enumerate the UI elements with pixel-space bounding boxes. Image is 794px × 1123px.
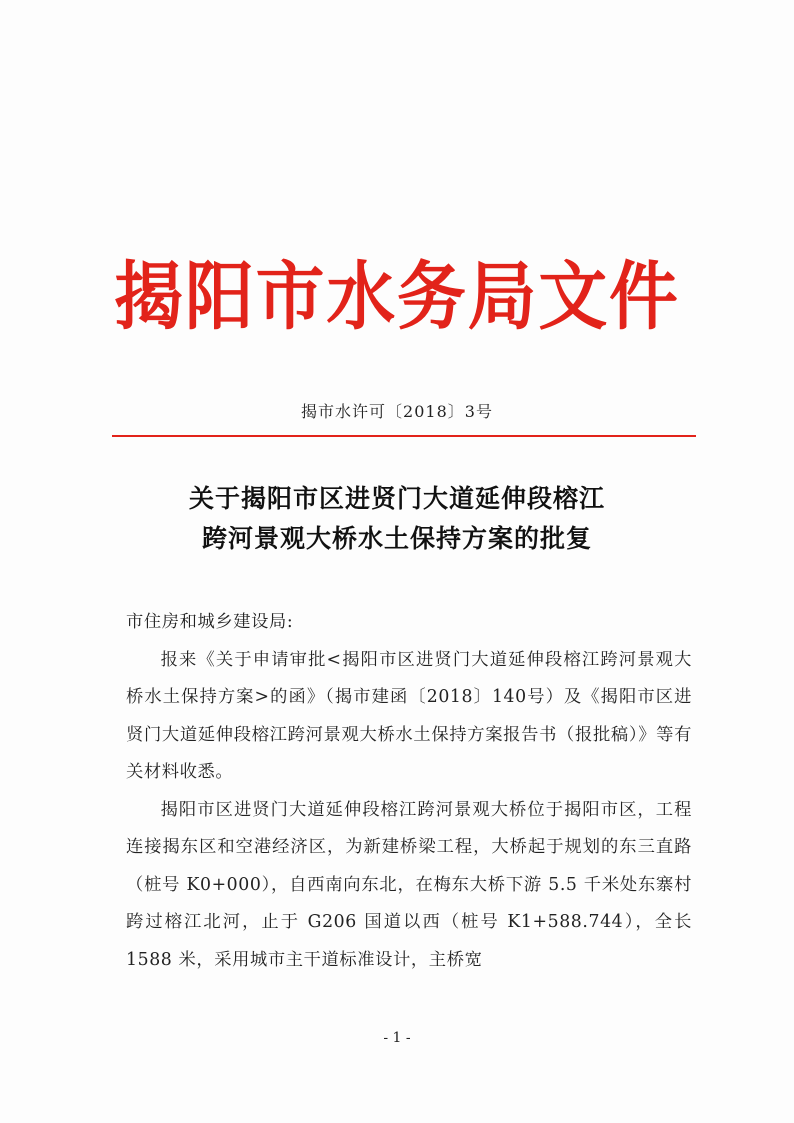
red-separator-line: [112, 435, 696, 437]
subject-line-2: 跨河景观大桥水土保持方案的批复: [201, 524, 592, 553]
document-number: 揭市水许可〔2018〕3号: [301, 402, 493, 421]
page-number: - 1 -: [383, 1030, 411, 1046]
salutation: 市住房和城乡建设局:: [126, 612, 294, 632]
issuing-authority-header: 揭阳市水务局文件: [114, 254, 680, 340]
body-paragraph-1: 报来《关于申请审批<揭阳市区进贤门大道延伸段榕江跨河景观大桥水土保持方案>的函》（揭市建函〔2018〕140号）及《揭阳市区进贤门大道延伸段榕江跨河景观大桥水土保持方案报告书（报批稿）》等有关材料收悉。: [126, 649, 692, 782]
document-body: [126, 604, 692, 979]
subject-line-1: 关于揭阳市区进贤门大道延伸段榕江: [188, 484, 605, 513]
body-paragraph-2: 揭阳市区进贤门大道延伸段榕江跨河景观大桥位于揭阳市区，工程连接揭东区和空港经济区，为新建桥梁工程，大桥起于规划的东三直路（桩号 K0+000），自西南向东北，在梅东大桥下游 5.5 千米处东寨村跨过榕江北河，止于 G206 国道以西（桩号 K1+588.744），全长 1588 米，采用城市主干道标准设计，主桥宽: [126, 799, 692, 970]
document-subject-title: [0, 479, 794, 559]
